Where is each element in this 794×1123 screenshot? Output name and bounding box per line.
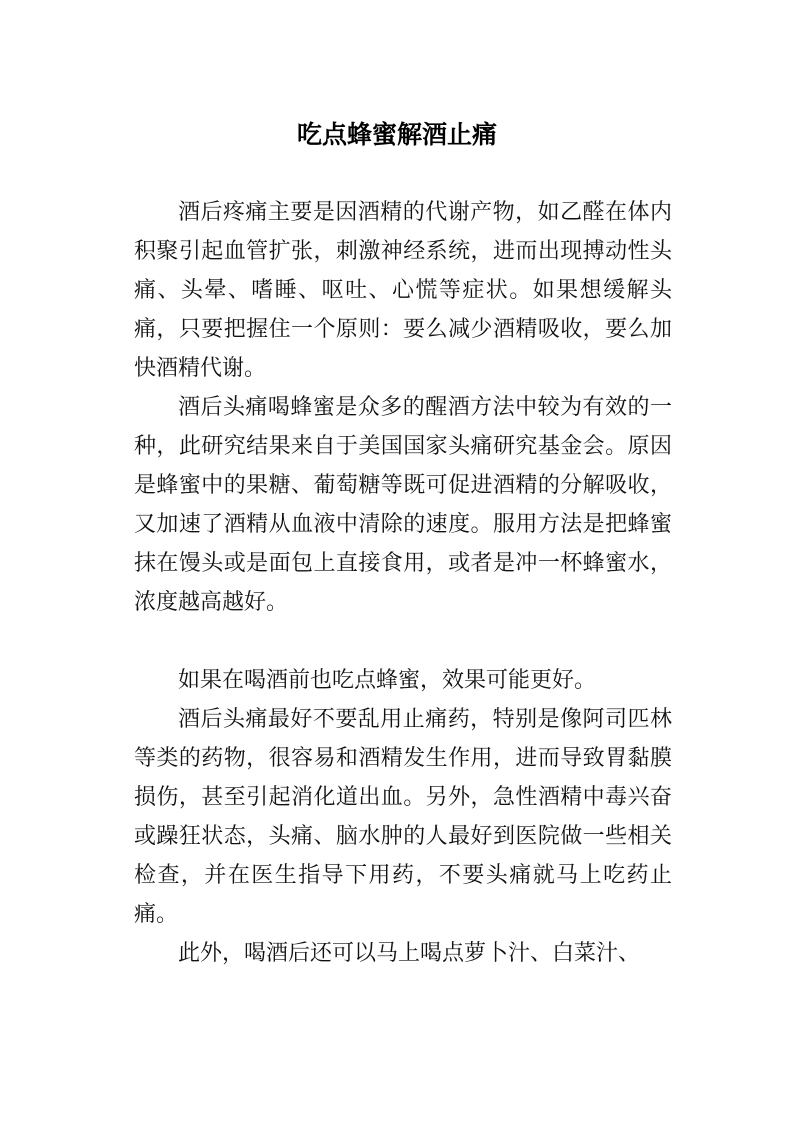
paragraph-5: 此外，喝酒后还可以马上喝点萝卜汁、白菜汁、 (178, 941, 641, 966)
document-body (134, 193, 672, 973)
paragraph-4: 酒后头痛最好不要乱用止痛药，特别是像阿司匹林等类的药物，很容易和酒精发生作用，进而导致胃黏膜损伤，甚至引起消化道出血。另外，急性酒精中毒兴奋或躁狂状态，头痛、脑水肿的人最好到医院做一些相关检查，并在医生指导下用药，不要头痛就马上吃药止痛。 (134, 707, 672, 927)
paragraph-2: 酒后头痛喝蜂蜜是众多的醒酒方法中较为有效的一种，此研究结果来自于美国国家头痛研究基金会。原因是蜂蜜中的果糖、葡萄糖等既可促进酒精的分解吸收，又加速了酒精从血液中清除的速度。服用方法是把蜂蜜抹在馒头或是面包上直接食用，或者是冲一杯蜂蜜水，浓度越高越好。 (134, 395, 672, 615)
paragraph-3: 如果在喝酒前也吃点蜂蜜，效果可能更好。 (178, 668, 597, 693)
paragraph-1: 酒后疼痛主要是因酒精的代谢产物，如乙醛在体内积聚引起血管扩张，刺激神经系统，进而出现搏动性头痛、头晕、嗜睡、呕吐、心慌等症状。如果想缓解头痛，只要把握住一个原则：要么减少酒精吸收，要么加快酒精代谢。 (134, 200, 672, 381)
document-title: 吃点蜂蜜解酒止痛 (296, 119, 497, 149)
